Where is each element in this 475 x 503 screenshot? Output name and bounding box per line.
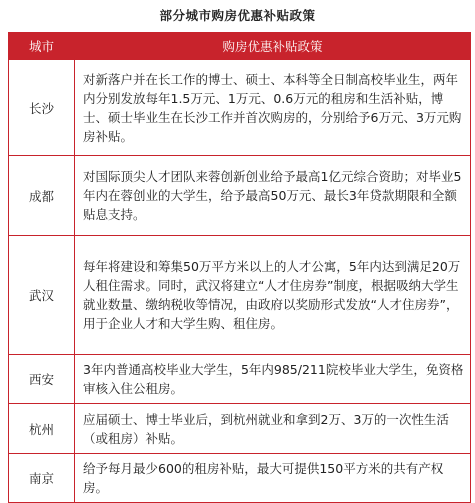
page-title: 部分城市购房优惠补贴政策 [159, 8, 316, 23]
policy-cell: 对国际顶尖人才团队来蓉创新创业给予最高1亿元综合资助；对毕业5年内在蓉创业的大学生，给予最高50万元、最长3年贷款期限和全额贴息支持。 [75, 156, 471, 236]
table-row [9, 355, 471, 404]
table-row [9, 60, 471, 156]
policy-cell: 3年内普通高校毕业大学生，5年内985/211院校毕业大学生，免资格审核入住公租房。 [75, 355, 471, 404]
city-cell: 长沙 [9, 60, 75, 156]
table-row [9, 404, 471, 454]
table-row [9, 454, 471, 503]
city-cell: 武汉 [9, 236, 75, 355]
policy-cell: 应届硕士、博士毕业后，到杭州就业和拿到2万、3万的一次性生活（或租房）补贴。 [75, 404, 471, 454]
city-cell: 杭州 [9, 404, 75, 454]
table-header-row [9, 33, 471, 60]
city-cell: 西安 [9, 355, 75, 404]
city-cell: 南京 [9, 454, 75, 503]
policy-cell: 每年将建设和筹集50万平方米以上的人才公寓，5年内达到满足20万人租住需求。同时，武汉将建立“人才住房券”制度，根据吸纳大学生就业数量、缴纳税收等情况，由政府以奖励形式发放“人才住房券”，用于企业人才和大学生购、租住房。 [75, 236, 471, 355]
city-cell: 成都 [9, 156, 75, 236]
header-city: 城市 [9, 33, 75, 60]
policy-table [8, 32, 471, 503]
header-policy: 购房优惠补贴政策 [75, 33, 471, 60]
policy-cell: 对新落户并在长工作的博士、硕士、本科等全日制高校毕业生，两年内分别发放每年1.5万元、1万元、0.6万元的租房和生活补贴，博士、硕士毕业生在长沙工作并首次购房的，分别给予6万元、3万元购房补贴。 [75, 60, 471, 156]
table-row [9, 156, 471, 236]
policy-cell: 给予每月最少600的租房补贴，最大可提供150平方米的共有产权房。 [75, 454, 471, 503]
table-row [9, 236, 471, 355]
